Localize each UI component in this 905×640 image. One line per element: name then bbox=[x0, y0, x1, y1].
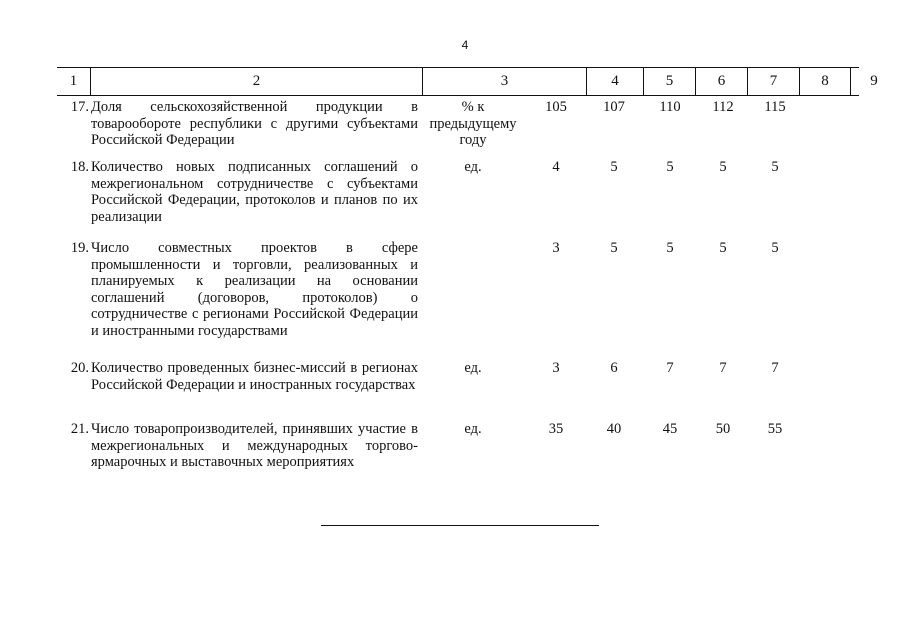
value: 40 bbox=[606, 421, 622, 437]
header-col-9: 9 bbox=[850, 68, 897, 95]
table-header bbox=[57, 67, 878, 96]
value: 107 bbox=[603, 99, 625, 115]
indicator-name: Количество проведенных бизнес-миссий в регионах Российской Федерации и иностранных государствах bbox=[91, 360, 418, 393]
header-col-7: 7 bbox=[747, 68, 799, 95]
value: 7 bbox=[719, 360, 727, 376]
header-col-6: 6 bbox=[695, 68, 747, 95]
value: 5 bbox=[771, 240, 779, 256]
header-col-2: 2 bbox=[90, 68, 422, 95]
page-number: 4 bbox=[461, 38, 469, 52]
header-col-1: 1 bbox=[69, 73, 78, 89]
value: 7 bbox=[771, 360, 779, 376]
value: 112 bbox=[712, 99, 734, 115]
value: 4 bbox=[552, 159, 560, 175]
value: 5 bbox=[719, 240, 727, 256]
value: 5 bbox=[666, 159, 674, 175]
indicator-name: Доля сельскохозяйственной продукции в товарообороте республики с другими субъектами Российской Федерации bbox=[91, 99, 418, 148]
header-col-3: 3 bbox=[422, 68, 586, 95]
row-number: 21. bbox=[70, 421, 89, 437]
value: 5 bbox=[771, 159, 779, 175]
value: 35 bbox=[548, 421, 564, 437]
indicator-name: Число совместных проектов в сфере промышленности и торговли, реализованных и планируемых к реализации на основании соглашений (договоров, протоколов) о сотрудничестве с регионами Российской Федерации и иностранными государствами bbox=[91, 240, 418, 339]
value: 110 bbox=[659, 99, 681, 115]
row-number: 20. bbox=[70, 360, 89, 376]
value: 7 bbox=[666, 360, 674, 376]
value: 115 bbox=[764, 99, 786, 115]
value: 6 bbox=[610, 360, 618, 376]
indicator-name: Количество новых подписанных соглашений о межрегиональном сотрудничестве с субъектами Российской Федерации, протоколов и планов по их реализации bbox=[91, 159, 418, 225]
value: 50 bbox=[715, 421, 731, 437]
value: 5 bbox=[666, 240, 674, 256]
value: 55 bbox=[767, 421, 783, 437]
row-number: 18. bbox=[70, 159, 89, 175]
header-col-8: 8 bbox=[799, 68, 850, 95]
unit: ед. bbox=[464, 421, 482, 437]
unit: ед. bbox=[464, 159, 482, 175]
value: 5 bbox=[610, 240, 618, 256]
value: 5 bbox=[719, 159, 727, 175]
header-col-4: 4 bbox=[586, 68, 643, 95]
row-number: 17. bbox=[70, 99, 89, 115]
row-number: 19. bbox=[70, 240, 89, 256]
unit: % к предыдущему году bbox=[429, 99, 517, 148]
value: 5 bbox=[610, 159, 618, 175]
value: 45 bbox=[662, 421, 678, 437]
value: 105 bbox=[545, 99, 567, 115]
indicator-name: Число товаропроизводителей, принявших участие в межрегиональных и международных торгово-ярмарочных и выставочных мероприятиях bbox=[91, 421, 418, 470]
unit: ед. bbox=[464, 360, 482, 376]
end-of-table-rule bbox=[321, 525, 599, 526]
value: 3 bbox=[552, 360, 560, 376]
value: 3 bbox=[552, 240, 560, 256]
header-col-5: 5 bbox=[643, 68, 695, 95]
